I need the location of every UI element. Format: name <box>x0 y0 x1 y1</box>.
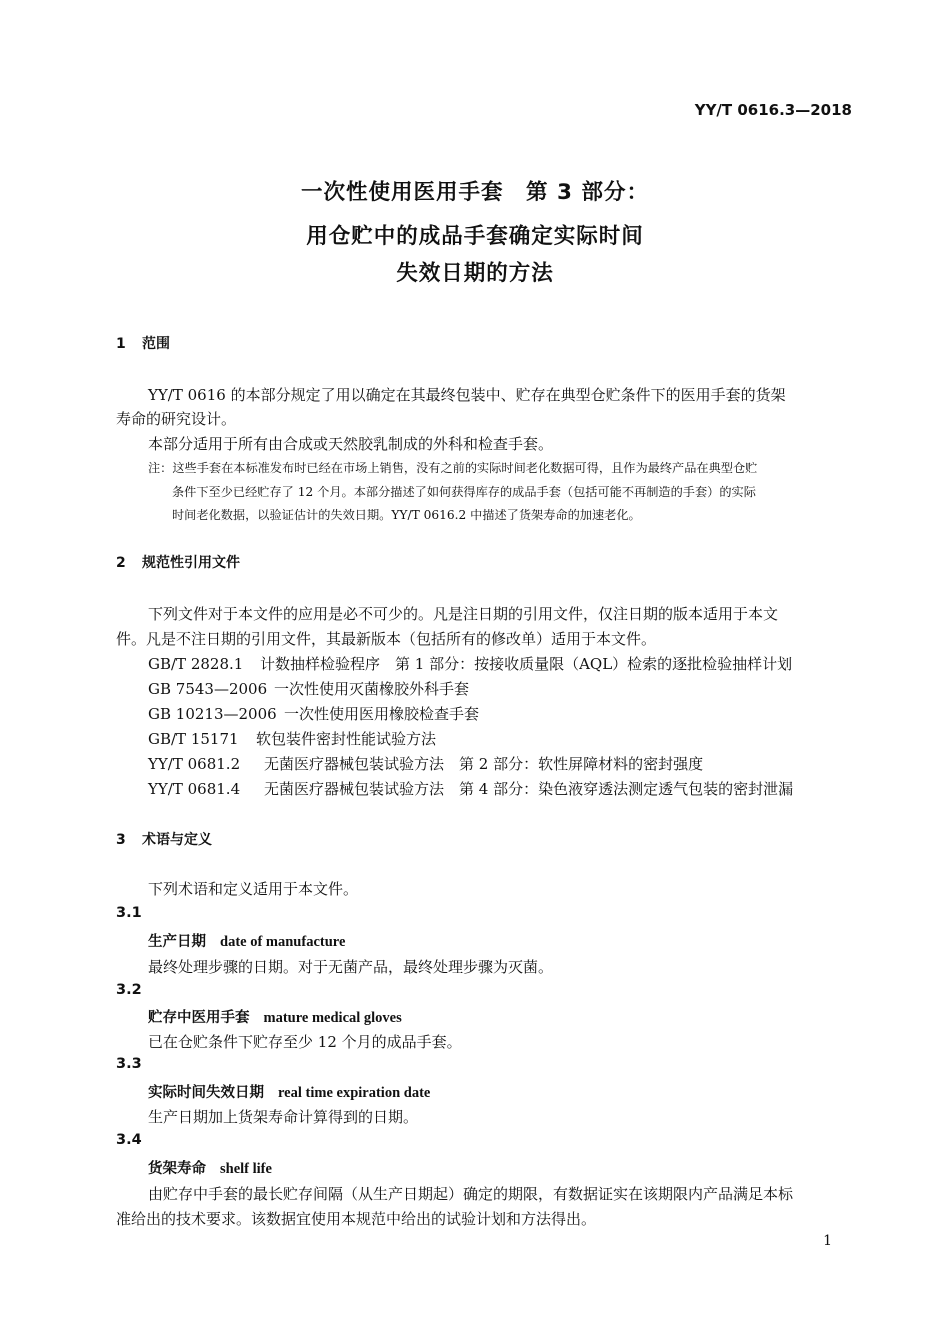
clause-number: 3.3 <box>116 1056 142 1072</box>
clause-number: 3.4 <box>116 1132 142 1148</box>
term-definition-line-1: 由贮存中手套的最长贮存间隔（从生产日期起）确定的期限，有数据证实在该期限内产品满足本标 <box>148 1185 794 1203</box>
section-1-heading <box>116 333 170 353</box>
scope-note-line-2: 条件下至少已经贮存了 12 个月。本部分描述了如何获得库存的成品手套（包括可能不再制造的手套）的实际 <box>172 485 756 499</box>
document-title-line-3: 失效日期的方法 <box>396 261 554 286</box>
term-en: shelf life <box>220 1161 272 1177</box>
term-entry <box>148 930 345 951</box>
term-entry <box>148 1006 402 1027</box>
section-number: 3 <box>116 832 126 848</box>
term-definition: 最终处理步骤的日期。对于无菌产品，最终处理步骤为灭菌。 <box>148 958 554 976</box>
normative-paragraph-line-1: 下列文件对于本文件的应用是必不可少的。凡是注日期的引用文件，仅注日期的版本适用于本文 <box>148 605 779 623</box>
section-2-heading <box>116 552 240 572</box>
reference-item <box>148 728 436 749</box>
reference-title: 软包装件密封性能试验方法 <box>256 730 437 748</box>
reference-code: YY/T 0681.2 <box>148 755 241 773</box>
term-entry <box>148 1157 272 1178</box>
reference-item <box>148 653 792 674</box>
scope-note-line-1: 注：这些手套在本标准发布时已经在市场上销售，没有之前的实际时间老化数据可得，且作为最终产品在典型仓贮 <box>148 461 758 475</box>
normative-paragraph-line-2: 件。凡是不注日期的引用文件，其最新版本（包括所有的修改单）适用于本文件。 <box>116 630 657 648</box>
reference-title: 一次性使用灭菌橡胶外科手套 <box>274 680 470 698</box>
term-en: mature medical gloves <box>263 1010 402 1026</box>
term-zh: 实际时间失效日期 <box>148 1085 264 1101</box>
scope-paragraph-line-1: YY/T 0616 的本部分规定了用以确定在其最终包装中、贮存在典型仓贮条件下的医用手套的货架 <box>148 386 786 404</box>
term-zh: 贮存中医用手套 <box>148 1010 250 1026</box>
section-title: 规范性引用文件 <box>142 555 240 571</box>
reference-item <box>148 703 479 724</box>
reference-title: 计数抽样检验程序 第 1 部分：按接收质量限（AQL）检索的逐批检验抽样计划 <box>260 655 793 673</box>
document-title-line-1: 一次性使用医用手套 第 3 部分： <box>301 180 649 205</box>
section-3-heading <box>116 829 212 849</box>
reference-item <box>148 753 703 774</box>
reference-code: YY/T 0681.4 <box>148 780 241 798</box>
reference-code: GB/T 2828.1 <box>148 655 244 673</box>
section-title: 术语与定义 <box>142 832 212 848</box>
term-definition: 已在仓贮条件下贮存至少 12 个月的成品手套。 <box>148 1033 462 1051</box>
scope-paragraph-line-2: 寿命的研究设计。 <box>116 410 237 428</box>
section-number: 1 <box>116 336 126 352</box>
term-zh: 生产日期 <box>148 934 206 950</box>
term-definition-line-2: 准给出的技术要求。该数据宜使用本规范中给出的试验计划和方法得出。 <box>116 1210 597 1228</box>
clause-number: 3.1 <box>116 905 142 921</box>
clause-number: 3.2 <box>116 982 142 998</box>
term-zh: 货架寿命 <box>148 1161 206 1177</box>
reference-item <box>148 778 793 799</box>
reference-title: 无菌医疗器械包装试验方法 第 2 部分：软性屏障材料的密封强度 <box>264 755 704 773</box>
scope-note-line-3: 时间老化数据，以验证估计的失效日期。YY/T 0616.2 中描述了货架寿命的加速老化。 <box>172 508 641 522</box>
reference-title: 无菌医疗器械包装试验方法 第 4 部分：染色液穿透法测定透气包装的密封泄漏 <box>264 780 794 798</box>
scope-paragraph-2: 本部分适用于所有由合成或天然胶乳制成的外科和检查手套。 <box>148 435 554 453</box>
section-number: 2 <box>116 555 126 571</box>
term-en: real time expiration date <box>278 1085 431 1101</box>
reference-item <box>148 678 469 699</box>
standard-code: YY/T 0616.3—2018 <box>694 101 852 119</box>
page-number: 1 <box>823 1233 832 1249</box>
term-entry <box>148 1081 430 1102</box>
reference-code: GB 10213—2006 <box>148 705 277 723</box>
reference-code: GB 7543—2006 <box>148 680 268 698</box>
document-title-line-2: 用仓贮中的成品手套确定实际时间 <box>306 224 644 249</box>
terms-intro: 下列术语和定义适用于本文件。 <box>148 880 359 898</box>
section-title: 范围 <box>142 336 170 352</box>
reference-title: 一次性使用医用橡胶检查手套 <box>284 705 480 723</box>
term-definition: 生产日期加上货架寿命计算得到的日期。 <box>148 1108 419 1126</box>
reference-code: GB/T 15171 <box>148 730 239 748</box>
term-en: date of manufacture <box>220 934 346 950</box>
